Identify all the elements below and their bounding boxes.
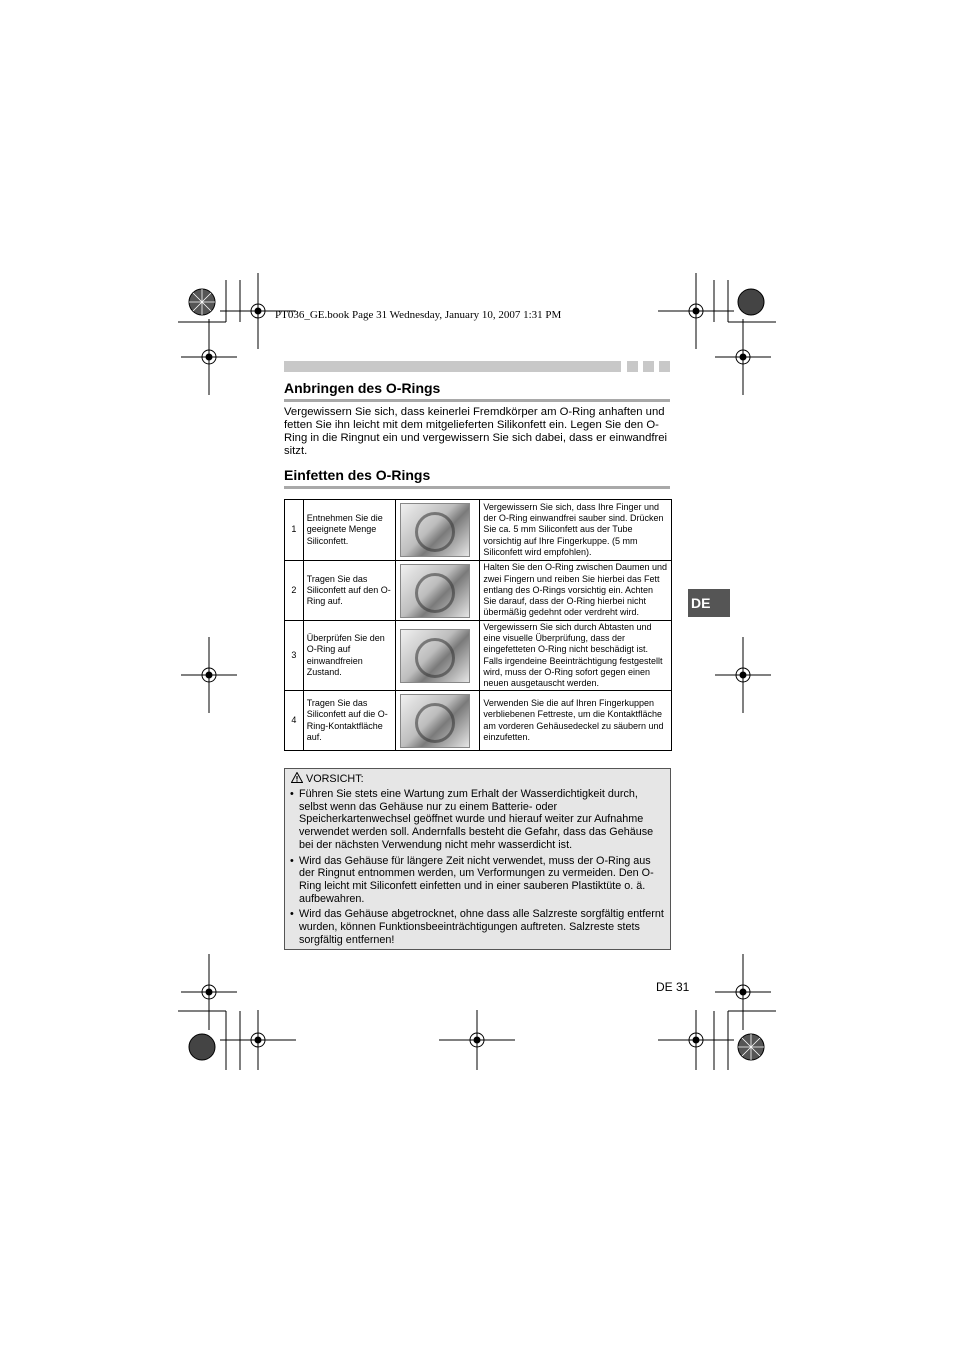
caution-box — [284, 768, 671, 950]
caution-title-text: VORSICHT: — [306, 773, 364, 785]
step-action: Tragen Sie das Siliconfett auf die O-Ring-Kontaktfläche auf. — [303, 691, 395, 751]
bar-square-3 — [659, 361, 670, 372]
step-description: Vergewissern Sie sich, dass Ihre Finger und der O-Ring einwandfrei sauber sind. Drücken Sie ca. 5 mm Siliconfett aus der Tube vorsichtig auf Ihre Fingerkuppe. (5 mm Siliconfett wird empfohlen). — [480, 500, 672, 561]
print-header-line: PT036_GE.book Page 31 Wednesday, January 10, 2007 1:31 PM — [275, 309, 562, 321]
step-photo — [400, 629, 470, 683]
list-item: • Wird das Gehäuse abgetrocknet, ohne dass alle Salzreste sorgfältig entfernt wurden, können Funktionsbeeinträchtigungen auftreten. Salzreste stets sorgfältig entfernen! — [288, 908, 666, 946]
step-number: 3 — [285, 621, 304, 691]
step-number: 1 — [285, 500, 304, 561]
table-row — [285, 621, 672, 691]
step-photo — [400, 694, 470, 748]
step-action: Überprüfen Sie den O-Ring auf einwandfreien Zustand. — [303, 621, 395, 691]
step-description: Halten Sie den O-Ring zwischen Daumen und zwei Fingern und reiben Sie hierbei das Fett entlang des O-Rings vorsichtig ein. Achten Sie darauf, dass der O-Ring hierbei nicht übermäßig gedehnt oder verdreht wird. — [480, 561, 672, 621]
bar-square-2 — [643, 361, 654, 372]
warning-triangle-icon — [291, 772, 303, 783]
section-rule-2 — [284, 486, 670, 489]
bar-square-1 — [627, 361, 638, 372]
section-body-anbringen: Vergewissern Sie sich, dass keinerlei Fremdkörper am O-Ring anhaften und fetten Sie ihn leicht mit dem mitgelieferten Silikonfett ein. Legen Sie den O-Ring in die Ringnut ein und vergewissern Sie sich dabei, dass er einwandfrei sitzt. — [284, 406, 668, 457]
page-number: DE 31 — [656, 980, 690, 994]
step-photo — [400, 564, 470, 618]
section-top-bar — [284, 361, 621, 372]
section-title-anbringen: Anbringen des O-Rings — [284, 380, 441, 396]
step-action: Tragen Sie das Siliconfett auf den O-Ring auf. — [303, 561, 395, 621]
step-action: Entnehmen Sie die geeignete Menge Siliconfett. — [303, 500, 395, 561]
table-row — [285, 691, 672, 751]
table-row — [285, 561, 672, 621]
step-photo — [400, 503, 470, 557]
caution-list — [288, 788, 666, 949]
table-row — [285, 500, 672, 561]
section-title-einfetten: Einfetten des O-Rings — [284, 467, 431, 483]
list-item: • Wird das Gehäuse für längere Zeit nicht verwendet, muss der O-Ring aus der Ringnut entnommen werden, um Verformungen zu vermeiden. Den O-Ring leicht mit Siliconfett einfetten und in einer sauberen Plastiktüte o. ä. aufbewahren. — [288, 855, 666, 906]
step-number: 2 — [285, 561, 304, 621]
step-description: Vergewissern Sie sich durch Abtasten und eine visuelle Überprüfung, dass der eingefetteten O-Ring nicht beschädigt ist. Falls irgendeine Beeinträchtigung festgestellt wird, muss der O-Ring sofort gegen einen neuen ausgetauscht werden. — [480, 621, 672, 691]
caution-title — [291, 772, 364, 785]
language-tab: DE — [688, 589, 730, 617]
section-rule-1 — [284, 399, 670, 402]
steps-table — [284, 499, 672, 751]
step-description: Verwenden Sie die auf Ihren Fingerkuppen verbliebenen Fettreste, um die Kontaktfläche am vorderen Gehäusedeckel zu säubern und einzufetten. — [480, 691, 672, 751]
list-item: • Führen Sie stets eine Wartung zum Erhalt der Wasserdichtigkeit durch, selbst wenn das Gehäuse nur zu einem Batterie- oder Speicherkartenwechsel geöffnet wurde und hierauf weiter zur Aufnahme verwendet werden soll. Andernfalls besteht die Gefahr, dass das Gehäuse bei der nächsten Verwendung nicht mehr wasserdicht ist. — [288, 788, 666, 852]
step-number: 4 — [285, 691, 304, 751]
